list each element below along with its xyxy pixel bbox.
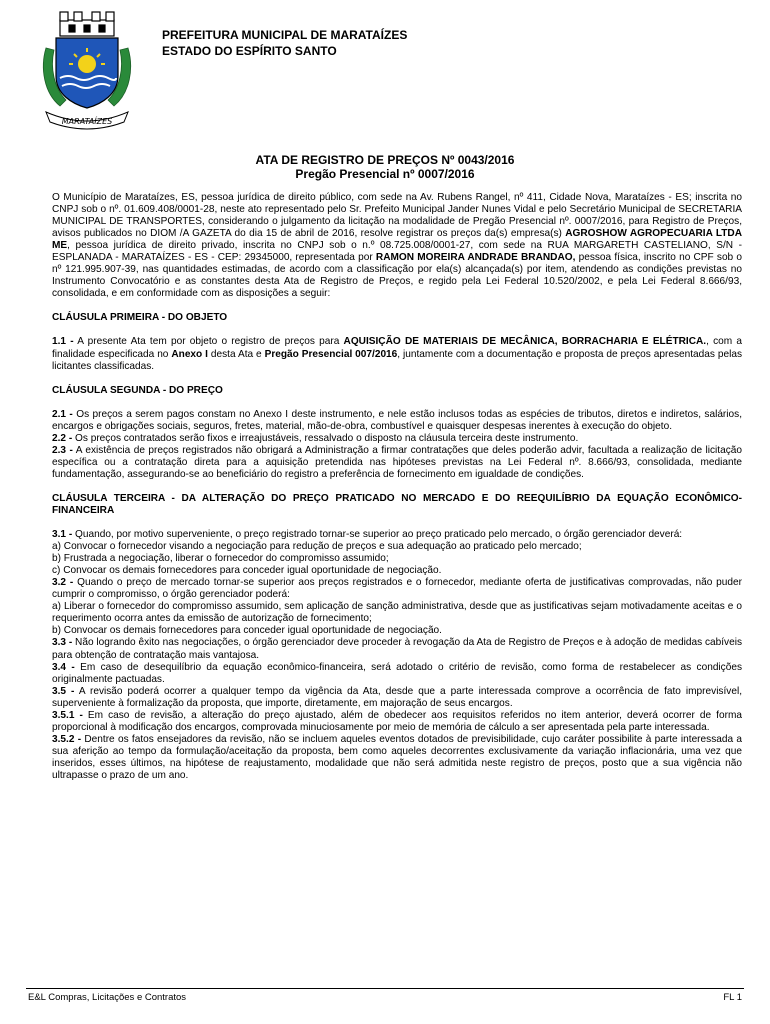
document-title (0, 153, 770, 181)
clause-2-2: 2.2 - Os preços contratados serão fixos e irreajustáveis, ressalvado o disposto na cláusula terceira deste instrumento. (52, 432, 579, 444)
clause-1-1: 1.1 - A presente Ata tem por objeto o registro de preços para AQUISIÇÃO DE MATERIAIS DE MECÂNICA, BORRACHARIA E ELÉTRICA., com a finalidade especificada no Anexo I desta Ata e Pregão Presencial 007/2016, juntamente com a documentação e proposta de preços apresentadas pelas licitantes classificadas. (52, 336, 742, 372)
seal-ribbon-text: MARATAÍZES (61, 117, 113, 126)
clause-3-1-c: c) Convocar os demais fornecedores para conceder igual oportunidade de negociação. (52, 565, 442, 577)
clause-3-4: 3.4 - Em caso de desequilíbrio da equação econômico-financeira, será adotado o critério de revisão, como forma de restabelecer as condições originalmente pactuadas. (52, 661, 742, 685)
clause-3-1-b: b) Frustrada a negociação, liberar o fornecedor do compromisso assumido; (52, 553, 389, 565)
clause-3-5-1: 3.5.1 - Em caso de revisão, a alteração do preço ajustado, além de obedecer aos requisitos referidos no item anterior, deverá ocorrer de forma proporcional à modificação dos encargos, comprovada minuciosamente por meio de memória de cálculo a ser apresentada pela parte interessada. (52, 709, 742, 733)
footer-divider (26, 988, 744, 989)
clause-3-2: 3.2 - Quando o preço de mercado tornar-se superior aos preços registrados e o fornecedor, mediante oferta de justificativas comprovadas, não puder cumprir o compromisso, o órgão gerenciador poderá: (52, 577, 742, 601)
title-line-2: Pregão Presencial nº 0007/2016 (295, 167, 475, 181)
document-body (52, 192, 742, 782)
company-name: AGROSHOW AGROPECUARIA LTDA ME (52, 228, 742, 252)
page-number: FL 1 (723, 992, 742, 1003)
municipality-name: PREFEITURA MUNICIPAL DE MARATAÍZES (162, 28, 408, 42)
clause-3-heading: CLÁUSULA TERCEIRA - DA ALTERAÇÃO DO PREÇO PRATICADO NO MERCADO E DO REEQUILÍBRIO DA EQUAÇÃO ECONÔMICO-FINANCEIRA (52, 492, 742, 516)
footer-left-text: E&L Compras, Licitações e Contratos (28, 992, 187, 1003)
representative-name: RAMON MOREIRA ANDRADE BRANDAO, (375, 252, 576, 264)
clause-2-heading: CLÁUSULA SEGUNDA - DO PREÇO (52, 384, 223, 396)
clause-3-1-a: a) Convocar o fornecedor visando a negociação para redução de preços e sua adequação ao praticado pelo mercado; (52, 541, 582, 553)
document-header (162, 27, 407, 59)
clause-3-5: 3.5 - A revisão poderá ocorrer a qualquer tempo da vigência da Ata, desde que a parte interessada comprove a ocorrência de fato imprevisível, superveniente à formalização da proposta, que importe, diretamente, em majoração de seus encargos. (52, 685, 742, 709)
crown-icon (60, 12, 114, 36)
title-line-1: ATA DE REGISTRO DE PREÇOS Nº 0043/2016 (255, 153, 515, 167)
clause-3-3: 3.3 - Não logrando êxito nas negociações, o órgão gerenciador deve proceder à revogação da Ata de Registro de Preços e à adoção de medidas cabíveis para obtenção de contratação mais vantajosa. (52, 637, 742, 661)
state-name: ESTADO DO ESPÍRITO SANTO (162, 44, 337, 58)
clause-3-2-a: a) Liberar o fornecedor do compromisso assumido, sem aplicação de sanção administrativa, desde que as justificativas sejam motivadamente aceitas e o requerimento ocorra antes da emissão de autorização de fornecimento; (52, 601, 742, 625)
clause-2-1: 2.1 - Os preços a serem pagos constam no Anexo I deste instrumento, e nele estão inclusos todas as espécies de tributos, diretos e indiretos, salários, encargos e obrigações sociais, seguros, fretes, material, mão-de-obra, combustível e quaisquer despesas inerentes à execução do objeto. (52, 408, 743, 432)
clause-3-1: 3.1 - Quando, por motivo superveniente, o preço registrado tornar-se superior ao preço praticado pelo mercado, o órgão gerenciador deverá: (52, 529, 683, 541)
clause-3-2-b: b) Convocar os demais fornecedores para conceder igual oportunidade de negociação. (52, 625, 442, 637)
clause-1-heading: CLÁUSULA PRIMEIRA - DO OBJETO (52, 312, 228, 324)
municipal-coat-of-arms (38, 8, 136, 130)
clause-3-5-2: 3.5.2 - Dentre os fatos ensejadores da revisão, não se incluem aqueles eventos dotados de previsibilidade, cujo caráter possibilite à parte interessada a sua aferição ao tempo da formulação/aceitação da proposta, bem como aqueles decorrentes exclusivamente da variação inflacionária, uma vez que inseridos, esses últimos, na hipótese de reajustamento, modalidade que não será admitida neste registro de preços, posto que a sua vigência não ultrapasse o prazo de um ano. (52, 733, 742, 781)
clause-2-3: 2.3 - A existência de preços registrados não obrigará a Administração a firmar contratações que deles poderão advir, facultada a realização de licitação específica ou a contratação direta para a aquisição pretendida nas hipóteses previstas na Lei Federal nº. 8.666/93, consolidada, mediante fundamentação, assegurando-se ao beneficiário do registro a preferência de fornecimento em igualdade de condições. (52, 444, 742, 480)
intro-paragraph: O Município de Marataízes, ES, pessoa jurídica de direito público, com sede na Av. Rubens Rangel, nº 411, Cidade Nova, Marataízes - ES; inscrita no CNPJ sob o nº. 01.609.408/0001-28, neste ato representado pelo Sr. Prefeito Municipal Jander Nunes Vidal e pelo Secretário Municipal de SECRETARIA MUNICIPAL DE TRANSPORTES, considerando o julgamento da licitação na modalidade de Pregão Presencial nº. 0007/2016, para Registro de Preços, avisos publicados no DIOM /A GAZETA do dia 15 de abril de 2016, resolve registrar os preços da(s) empresa(s) AGROSHOW AGROPECUARIA LTDA ME, pessoa jurídica de direito privado, inscrita no CNPJ sob o n.º 08.725.008/0001-27, com sede na RUA MARGARETH CASTELIANO, S/N - ESPLANADA - MARATAÍZES - ES - CEP: 29345000, representada por RAMON MOREIRA ANDRADE BRANDAO, pessoa física, inscrito no CPF sob o nº 121.995.907-39, nas quantidades estimadas, de acordo com a classificação por ela(s) alcançada(s) por item, atendendo as condições previstas no Instrumento Convocatório e as constantes desta Ata de Registro de Preços, e regido pela Lei Federal 10.520/2002, e pela Lei Federal 8.666/93, consolidada, e em conformidade com as disposições a seguir: (52, 192, 742, 300)
